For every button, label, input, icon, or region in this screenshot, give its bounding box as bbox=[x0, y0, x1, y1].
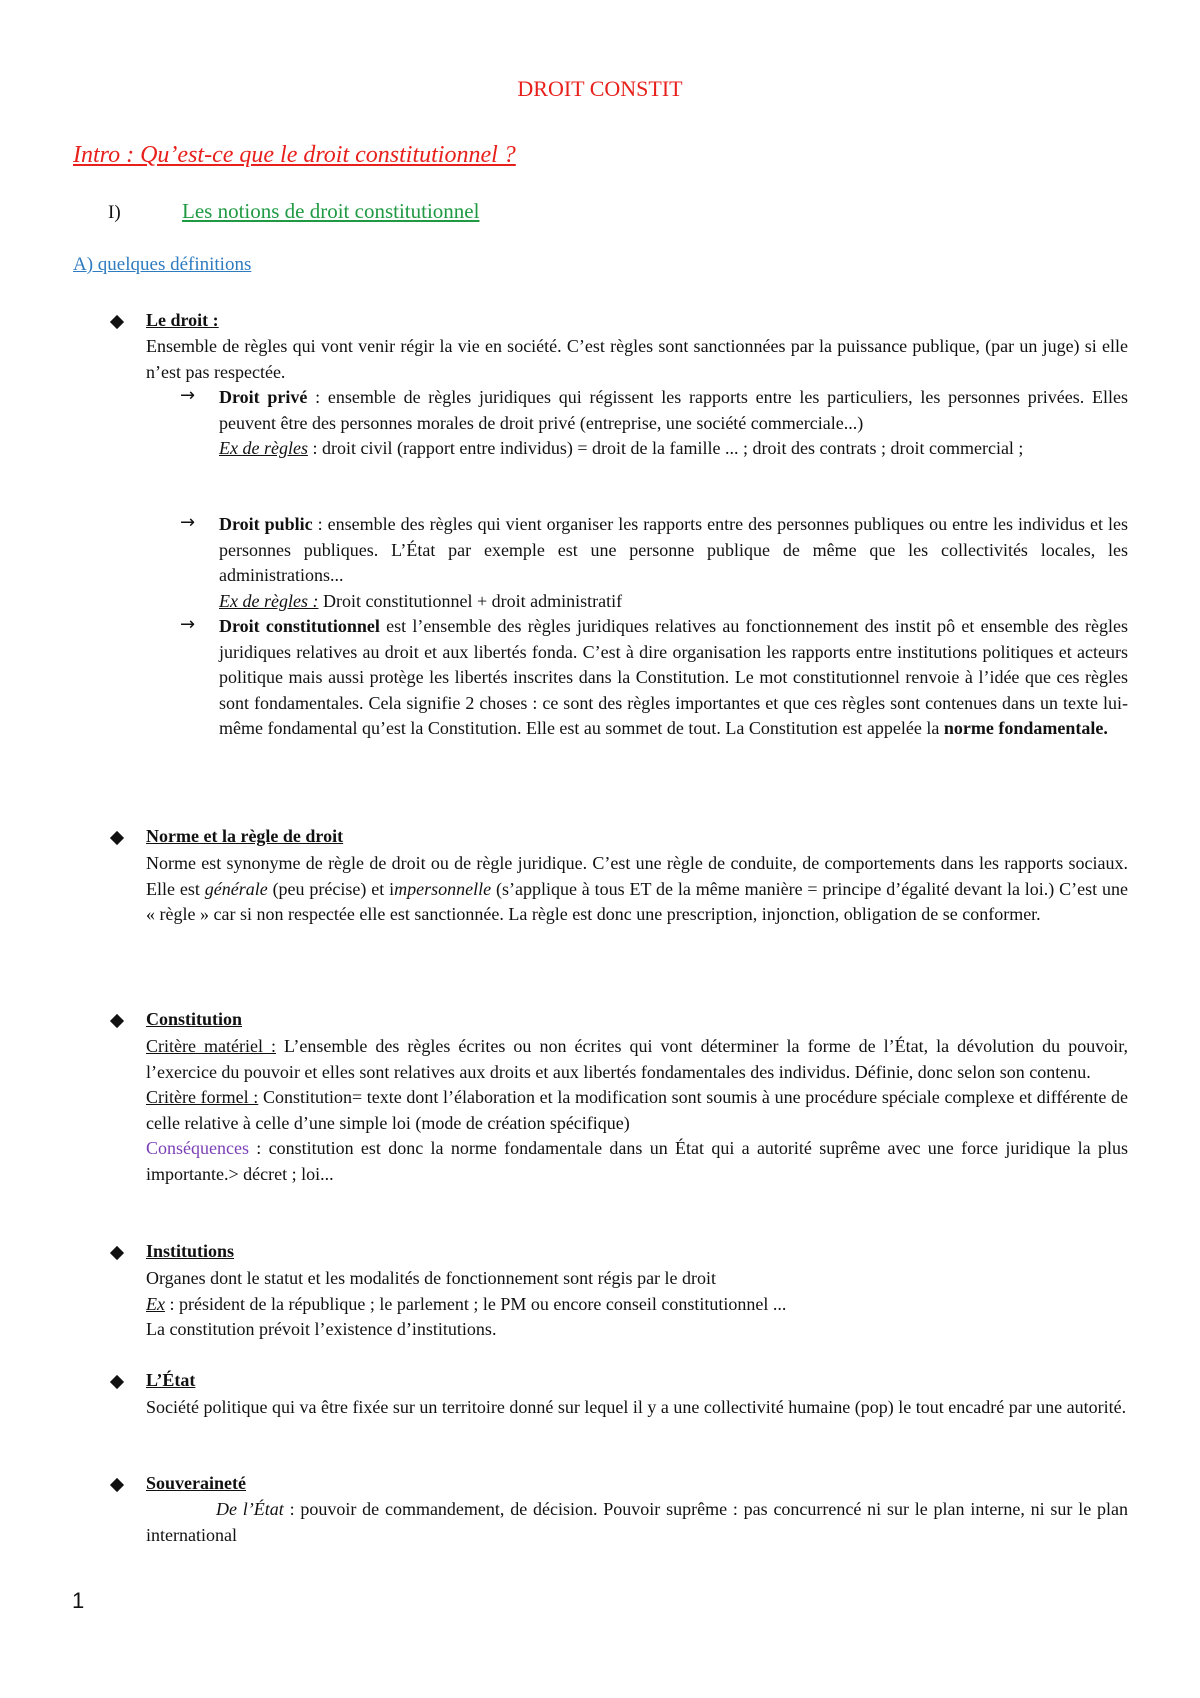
bullet-icon bbox=[110, 1478, 124, 1492]
institutions-heading: Institutions bbox=[146, 1241, 235, 1261]
institutions-ex-text: : président de la république ; le parlement ; le PM ou encore conseil constitutionnel ... bbox=[164, 1293, 787, 1314]
droit-constitutionnel-term: Droit constitutionnel bbox=[219, 616, 380, 636]
institutions-line-3: La constitution prévoit l’existence d’institutions. bbox=[146, 1319, 497, 1339]
bullet-icon bbox=[110, 1375, 124, 1389]
souverainete-heading: Souveraineté bbox=[146, 1473, 246, 1493]
droit-prive-ex-text: : droit civil (rapport entre individus) = droit de la famille ... ; droit des contrats ; droit commercial ; bbox=[307, 438, 1024, 458]
droit-public-ex-label: Ex de règles : bbox=[219, 590, 319, 611]
droit-public-term: Droit public bbox=[219, 514, 313, 534]
droit-prive-term: Droit privé bbox=[219, 387, 308, 407]
norme-text-3: (s’applique à tous ET de la même manière = principe d’égalité devant la loi.) C’est une « règle » car si non respectée elle est sanctionnée. La règle est donc une prescription, injonction, obligation de se conformer. bbox=[146, 878, 1129, 924]
norme-impersonnelle: mpersonnelle bbox=[394, 878, 492, 899]
intro-heading: Intro : Qu’est-ce que le droit constitutionnel ? bbox=[73, 142, 516, 168]
norme-text-1: Norme est synonyme de règle de droit ou de règle juridique. C’est une règle de conduite, de comportements dans les rapports sociaux. Elle est bbox=[146, 853, 1128, 899]
norme-paragraph bbox=[146, 851, 1128, 928]
critere-formel-text: Constitution= texte dont l’élaboration et la modification sont soumis à une procédure spéciale complexe et différente de celle relative à celle d’une simple loi (mode de création spécifique) bbox=[146, 1087, 1128, 1133]
droit-public-ex-text: Droit constitutionnel + droit administratif bbox=[318, 590, 623, 611]
constitution-heading: Constitution bbox=[146, 1009, 243, 1029]
consequences-text: : constitution est donc la norme fondamentale dans un État qui a autorité suprême avec une force juridique la plus importante.> décret ; loi... bbox=[146, 1138, 1128, 1184]
bullet-icon bbox=[110, 831, 124, 845]
document-title: DROIT CONSTIT bbox=[517, 76, 683, 101]
institutions-paragraph bbox=[146, 1266, 1128, 1343]
institutions-line-1: Organes dont le statut et les modalités de fonctionnement sont régis par le droit bbox=[146, 1268, 717, 1288]
institutions-ex-label: Ex bbox=[146, 1293, 165, 1314]
arrow-icon: → bbox=[180, 512, 196, 533]
norme-fondamentale-bold: norme fondamentale. bbox=[943, 718, 1108, 738]
page-number: 1 bbox=[72, 1588, 85, 1613]
droit-prive-ex-label: Ex de règles bbox=[219, 438, 308, 458]
droit-constitutionnel-paragraph bbox=[219, 614, 1128, 742]
norme-heading: Norme et la règle de droit bbox=[146, 826, 344, 846]
subsection-heading: A) quelques définitions bbox=[73, 254, 252, 275]
section-numeral: I) bbox=[108, 202, 121, 223]
le-droit-heading: Le droit : bbox=[146, 310, 219, 330]
droit-prive-paragraph bbox=[219, 385, 1128, 462]
etat-heading: L’État bbox=[146, 1370, 196, 1390]
droit-constitutionnel-text: est l’ensemble des règles juridiques relatives au fonctionnement des instit pô et ensemble des règles juridiques relatives au droit et aux libertés fonda. C’est à dire organisation les rapports entre institutions politiques et acteurs politique mais aussi protège les libertés inscrites dans la Constitution. Le mot constitutionnel renvoie à l’idée que ces règles sont fondamentales. Cela signifie 2 choses : ce sont des règles importantes et que ces règles sont contenues dans un texte lui-même fondamental qu’est la Constitution. Elle est au sommet de tout. La Constitution est appelée la bbox=[219, 616, 1128, 738]
arrow-icon: → bbox=[180, 385, 196, 406]
constitution-paragraph bbox=[146, 1034, 1128, 1187]
droit-public-paragraph bbox=[219, 512, 1128, 614]
norme-generale: générale bbox=[204, 878, 268, 899]
le-droit-text: Ensemble de règles qui vont venir régir la vie en société. C’est règles sont sanctionnées par la puissance publique, (par un juge) si elle n’est pas respectée. bbox=[146, 336, 1128, 382]
etat-text: Société politique qui va être fixée sur un territoire donné sur lequel il y a une collectivité humaine (pop) le tout encadré par une autorité. bbox=[146, 1397, 1127, 1417]
consequences-label: Conséquences bbox=[146, 1138, 249, 1158]
souverainete-paragraph bbox=[146, 1497, 1128, 1548]
section-heading: Les notions de droit constitutionnel bbox=[182, 199, 480, 223]
souverainete-text: : pouvoir de commandement, de décision. Pouvoir suprême : pas concurrencé ni sur le plan interne, ni sur le plan international bbox=[146, 1499, 1128, 1545]
bullet-icon bbox=[110, 1246, 124, 1260]
critere-formel-label: Critère formel : bbox=[146, 1087, 259, 1107]
droit-prive-text: : ensemble de règles juridiques qui régissent les rapports entre les particuliers, les personnes privées. Elles peuvent être des personnes morales de droit privé (entreprise, une société commerciale...) bbox=[219, 387, 1128, 433]
bullet-icon bbox=[110, 1014, 124, 1028]
bullet-icon bbox=[110, 315, 124, 329]
critere-materiel-text: L’ensemble des règles écrites ou non écrites qui vont déterminer la forme de l’État, la dévolution du pouvoir, l’exercice du pouvoir et elles sont relatives aux droits et aux libertés fondamentales des individus. Définie, donc selon son contenu. bbox=[146, 1036, 1128, 1082]
norme-text-2: (peu précise) et i bbox=[267, 878, 395, 899]
arrow-icon: → bbox=[180, 614, 196, 635]
droit-public-text: : ensemble des règles qui vient organiser les rapports entre des personnes publiques ou entre les individus et les personnes publiques. L’État par exemple est une personne publique de même que les collectivités locales, les administrations... bbox=[219, 514, 1128, 585]
critere-materiel-label: Critère matériel : bbox=[146, 1036, 277, 1056]
souverainete-label: De l’État bbox=[216, 1499, 284, 1519]
